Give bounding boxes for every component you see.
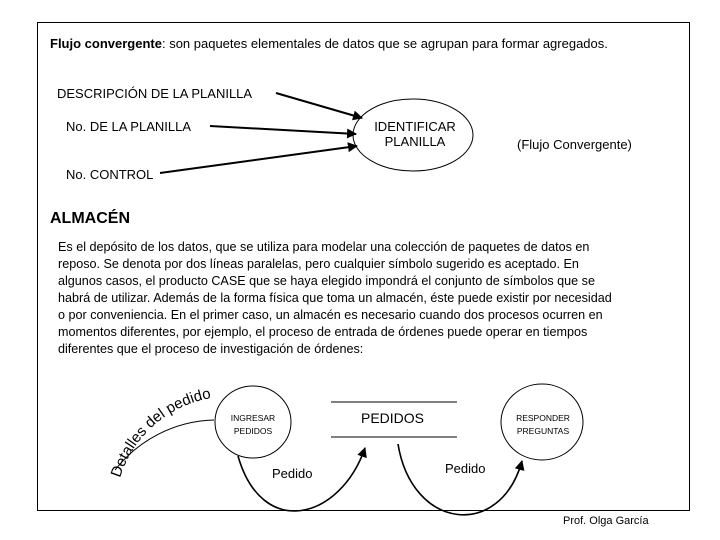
input-no-control: No. CONTROL — [66, 167, 154, 182]
input-no-planilla: No. DE LA PLANILLA — [66, 119, 192, 134]
flow-label-pedido-2: Pedido — [445, 461, 486, 476]
process-ingresar-pedidos: INGRESAR PEDIDOS — [230, 413, 276, 436]
author-footer: Prof. Olga García — [563, 515, 649, 527]
almacen-line: algunos casos, el producto CASE que se haya elegido impondrá el conjunto de símbolos que se — [58, 274, 595, 288]
intro-term: Flujo convergente — [50, 36, 162, 51]
almacen-line: reposo. Se denota por dos líneas paralelas, pero cualquier símbolo sugerido es aceptado. En — [58, 257, 579, 271]
arrow-pedido-to-responder — [398, 444, 522, 515]
flow-label-detalles-pedido — [108, 385, 212, 479]
arrow-no-planilla — [210, 126, 356, 134]
convergent-flow-note: (Flujo Convergente) — [517, 137, 632, 152]
almacen-line: o por conveniencia. En el primer caso, un almacén es necesario cuando dos procesos ocurren en — [58, 308, 603, 322]
flow-label-detalles-pedido-text: Detalles del pedido — [107, 385, 213, 480]
arrow-no-control — [160, 146, 357, 173]
almacen-line: diferentes que el proceso de investigación de órdenes: — [58, 342, 364, 356]
arrow-descripcion — [276, 93, 362, 118]
process-circle-identificar — [353, 99, 473, 171]
store-pedidos: PEDIDOS — [361, 410, 425, 426]
almacen-line: habrá de utilizar. Además de la forma física que toma un almacén, éste puede existir por necesidad — [58, 291, 612, 305]
almacen-line: Es el depósito de los datos, que se utiliza para modelar una colección de paquetes de datos en — [58, 240, 590, 254]
almacen-line: momentos diferentes, por ejemplo, el proceso de entrada de órdenes puede operar en tiempos — [58, 325, 588, 339]
process-responder-preguntas: RESPONDER PREGUNTAS — [516, 413, 570, 436]
process-identificar-planilla: IDENTIFICAR PLANILLA — [374, 119, 456, 149]
input-descripcion-planilla: DESCRIPCIÓN DE LA PLANILLA — [57, 86, 253, 101]
flow-label-pedido-1: Pedido — [272, 466, 313, 481]
almacen-title: ALMACÉN — [50, 210, 130, 227]
intro-rest: : son paquetes elementales de datos que se agrupan para formar agregados. — [161, 36, 608, 51]
